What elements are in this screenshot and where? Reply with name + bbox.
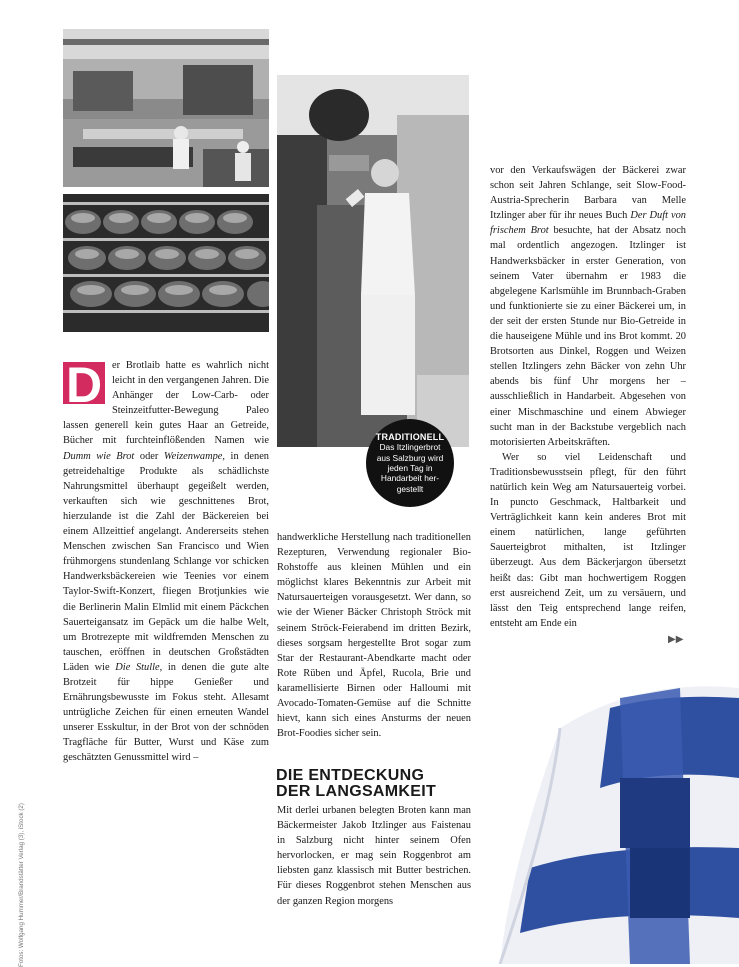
heading-line: DER LANGSAMKEIT — [276, 783, 437, 800]
heading-line: DIE ENTDECKUNG — [276, 767, 425, 784]
book-title: Dumm wie Brot — [63, 450, 135, 462]
continue-arrow-icon: ▶▶ — [668, 634, 684, 645]
text-span: , in denen die gute alte Brotzeit für hippe Genießer und Ernährungsbewusste im Fokus steht. Allesamt untrügliche Zeichen für einen erneuten Wandel unserer Esskultur, in der Brot von der schnöden Tragfläche für Butter, Wurst und Käse zum geschätzten Genussmittel wird – — [63, 661, 269, 764]
badge-line: Handarbeit her- — [380, 473, 440, 484]
body-paragraph: Mit derlei urbanen belegten Broten kann man Bäckermeister Jakob Itzlinger aus Faistenau in Salzburg nicht hinter seinem Ofen hervorlocken, er mag sein Roggenbrot am liebsten ganz klassisch mit Butter bestrichen. Für dieses Roggenbrot stehen Menschen aus der ganzen Region morgens — [277, 805, 471, 907]
photo-credit — [18, 737, 30, 967]
text-span: vor den Verkaufswägen der Bäckerei zwar schon seit Jahren Schlange, seit Slow-Food-Austria-Sprecherin Barbara van Melle Itzlinger aber für ihr neues Buch — [490, 165, 686, 222]
column-2-continued — [277, 803, 471, 909]
body-paragraph — [490, 163, 686, 450]
photo-credit-text: Fotos: Wolfgang Hummer/Brandstätter Verlag (3), iStock (2) — [18, 803, 25, 967]
badge-line: aus Salzburg wird — [376, 452, 444, 463]
text-span: oder — [134, 450, 164, 462]
body-paragraph: Wer so viel Leidenschaft und Traditionsbewusstsein pflegt, für den führt natürlich kein Weg am Natursauerteig vorbei. In puncto Geschmack, Haltbarkeit und Verträglichkeit kann kein anderes Brot mit einem natürlichen, lange geführten Sauerteigbrot mithalten, ist Itzlinger überzeugt. Aus dem Bäckerjargon übersetzt heißt das: Gibt man hochwertigem Roggen erst ausreichend Zeit, um zu versäuern, und lässt den Teig entsprechend lange reifen, entsteht am Ende ein — [490, 451, 686, 629]
text-span: besuchte, hat der Absatz noch mal ordentlich angezogen. Itzlinger ist Handwerksbäcker in erster Generation, von seinem Vater übernahm er 1983 die abgelegene Karlsmühle im Brunnbach-Graben und funktionierte sie zu einer Bäckerei um, in der seit der ersten Stunde nur Bio-Getreide in die hauseigene Mühle und ins Brot kommt. 20 Brotsorten aus Dinkel, Roggen und Weizen stellen Itzlingers zehn Bäcker von zehn Uhr abends bis fünf Uhr morgens her – ausschließlich in Handarbeit. Abgesehen von einer Mischmaschine und einem Abwieger sucht man in der Backstube vergeblich nach motorisierten Arbeitskräften. — [490, 225, 686, 448]
column-3 — [490, 163, 686, 631]
book-title: Der Duft von frischem Brot — [490, 210, 686, 237]
badge-line: Das Itzlingerbrot — [379, 442, 441, 453]
badge-line: jeden Tag in — [387, 463, 433, 473]
bakery-hall-photo — [63, 29, 269, 187]
book-title: Weizenwampe — [163, 450, 223, 462]
bread-shelves-photo — [63, 194, 269, 332]
text-span: er Brotlaib hatte es wahrlich nicht leicht in den vergangenen Jahren. Die Anhänger der Low-Carb- oder Steinzeitfutter-Bewegung Paleo lassen generell kein gutes Haar an Getreide, Bücher mit furchteinflößenden Namen wie — [63, 360, 269, 447]
intro-paragraph — [63, 358, 269, 766]
checkered-cloth-photo — [490, 668, 739, 964]
caption-badge — [366, 419, 454, 507]
text-span: , in denen getreidehaltige Produkte als schädlichste Nahrungsmittel überhaupt gegeißelt werden, verkauften sich wie geschnittenes Brot, hierzulande ist die Zahl der Bäckereien bei einem Allzeittief angelangt. Andererseits stehen Menschen zwischen San Francisco und Wien frühmorgens stundenlang Schlange vor schicken Handwerksbäckereien wie Teenies vor einem Taylor-Swift-Konzert, fliegen Brotjunkies wie die Berlinerin Malin Elmlid mit einem Päckchen Sauerteigansatz im Gepäck um die halbe Welt, um Brotrezepte mit wildfremden Menschen zu tauschen, eröffnen in deutschen Großstädten Läden wie — [63, 450, 269, 673]
section-heading — [276, 768, 472, 800]
column-1 — [63, 358, 269, 766]
shop-name: Die Stulle — [115, 661, 160, 673]
body-paragraph: handwerkliche Herstellung nach traditionellen Rezepturen, Verwendung regionaler Bio-Rohstoffe aus kleinen Mühlen und ein möglichst klares Bekenntnis zur Arbeit mit Natursauerteigen vorausgesetzt. Wer dann, so wie der Wiener Bäcker Christoph Ströck mit seinem Ströck-Feierabend im dritten Bezirk, dieses sorgsam hergestellte Brot sogar zum Star der Restaurant-Abendkarte macht oder Rote Rüben und Äpfel, Rucola, Brie und karamellisierte Birnen oder Halloumi mit Avocado-Tomaten-Gemüse auf die Schnitte hievt, kann sich eines Ansturms der neuen Brot-Foodies sicher sein. — [277, 532, 471, 740]
column-2 — [277, 530, 471, 741]
baker-photo — [277, 75, 469, 447]
badge-line: gestellt — [396, 483, 424, 494]
drop-cap: D — [63, 362, 105, 404]
badge-title: TRADITIONELL — [375, 431, 445, 442]
